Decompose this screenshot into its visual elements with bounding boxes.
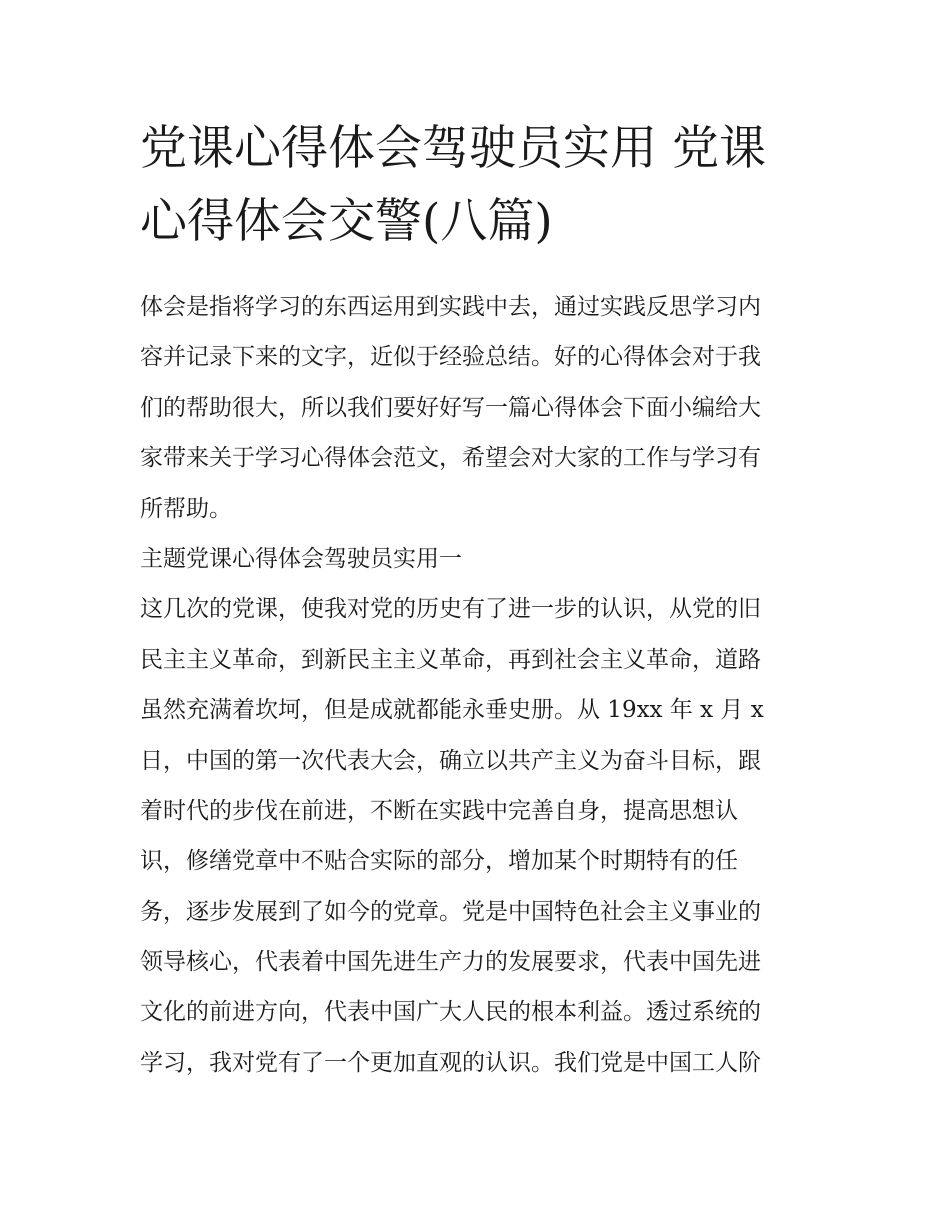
title-line: 心得体会交警(八篇): [140, 194, 553, 249]
section-line: 文化的前进方向，代表中国广大人民的根本利益。透过系统的: [140, 999, 761, 1026]
title-line: 党课心得体会驾驶员实用 党课: [140, 121, 766, 176]
section-heading: 主题党课心得体会驾驶员实用一: [140, 545, 462, 572]
section-line: 识，修缮党章中不贴合实际的部分，增加某个时期特有的任: [140, 848, 738, 875]
intro-line: 们的帮助很大，所以我们要好好写一篇心得体会下面小编给大: [140, 394, 761, 421]
intro-line: 容并记录下来的文字，近似于经验总结。好的心得体会对于我: [140, 344, 761, 371]
intro-line: 所帮助。: [140, 495, 232, 522]
section-line: 虽然充满着坎坷，但是成就都能永垂史册。从 19xx 年 x 月 x: [140, 697, 764, 724]
section-line: 这几次的党课，使我对党的历史有了进一步的认识，从党的旧: [140, 596, 761, 623]
document-body: [140, 282, 830, 1088]
section-line: 日，中国的第一次代表大会，确立以共产主义为奋斗目标，跟: [140, 747, 761, 774]
section-line: 学习，我对党有了一个更加直观的认识。我们党是中国工人阶: [140, 1049, 761, 1076]
section-line: 领导核心，代表着中国先进生产力的发展要求，代表中国先进: [140, 949, 761, 976]
section-line: 民主主义革命，到新民主主义革命，再到社会主义革命，道路: [140, 646, 761, 673]
document-title: [140, 112, 820, 258]
section-line: 务，逐步发展到了如今的党章。党是中国特色社会主义事业的: [140, 898, 761, 925]
intro-line: 体会是指将学习的东西运用到实践中去，通过实践反思学习内: [140, 294, 761, 320]
intro-line: 家带来关于学习心得体会范文，希望会对大家的工作与学习有: [140, 445, 761, 472]
section-line: 着时代的步伐在前进，不断在实践中完善自身，提高思想认: [140, 797, 738, 824]
